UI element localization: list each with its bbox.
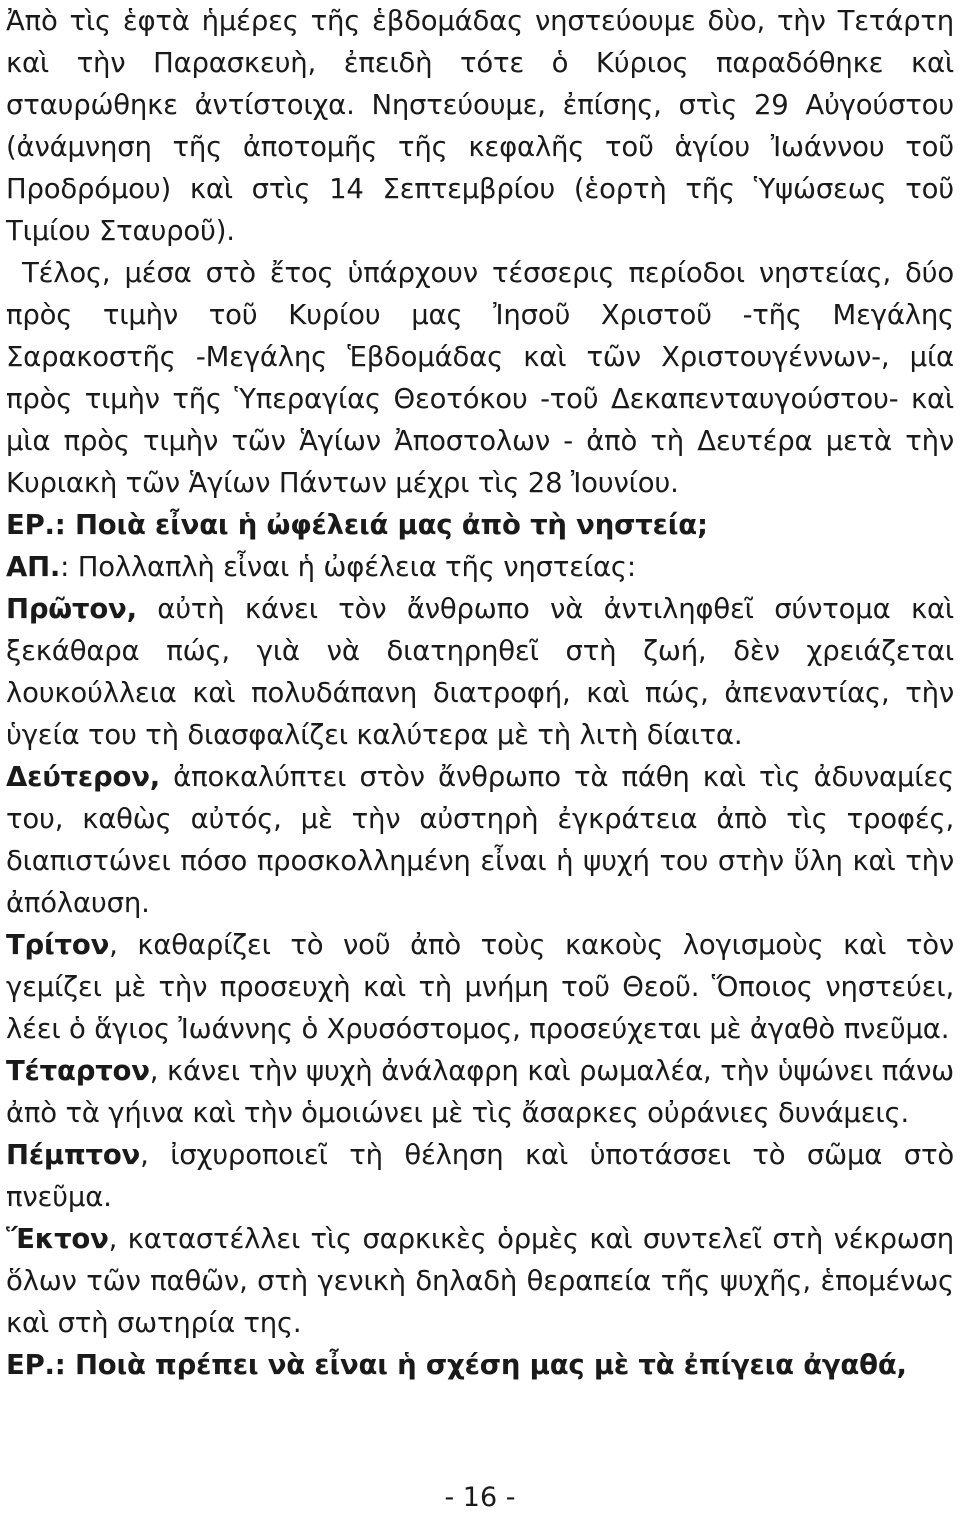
benefit-lead: Τρίτον: [6, 929, 110, 961]
benefit-second: [6, 756, 954, 924]
benefit-text: αὐτὴ κάνει τὸν ἄνθρωπο νὰ ἀντιληφθεῖ σύντομα καὶ ξεκάθαρα πώς, γιὰ νὰ διατηρηθεῖ στὴ ζωή, δὲν χρειάζεται λουκούλλεια καὶ πολυδάπανη διατροφή, καὶ πώς, ἀπεναντίας, τὴν ὑγεία του τὴ διασφαλίζει καλύτερα μὲ τὴ λιτὴ δίαιτα.: [6, 593, 954, 751]
answer-benefit-of-fasting: [6, 546, 954, 588]
benefit-text: ἀποκαλύπτει στὸν ἄνθρωπο τὰ πάθη καὶ τὶς ἀδυναμίες του, καθὼς αὐτός, μὲ τὴν αὐστηρὴ ἐγκράτεια ἀπὸ τὶς τροφές, διαπιστώνει πόσο προσκολλημένη εἶναι ἡ ψυχή του στὴν ὕλη καὶ τὴν ἀπόλαυση.: [6, 761, 954, 919]
benefit-first: [6, 588, 954, 756]
benefit-text: , ἰσχυροποιεῖ τὴ θέληση καὶ ὑποτάσσει τὸ σῶμα στὸ πνεῦμα.: [6, 1139, 954, 1213]
question-text: : Ποιὰ πρέπει νὰ εἶναι ἡ σχέση μας μὲ τὰ ἐπίγεια ἀγαθά,: [54, 1349, 907, 1381]
benefit-lead: Πρῶτον,: [6, 593, 137, 625]
benefit-lead: Τέταρτον: [6, 1055, 150, 1087]
benefit-fourth: [6, 1050, 954, 1134]
question-earthly-goods: [6, 1344, 954, 1386]
question-label: ΕΡ.: [6, 509, 55, 541]
benefit-sixth: [6, 1218, 954, 1344]
page-number: - 16 -: [444, 1482, 516, 1513]
benefit-lead: Πέμπτον: [6, 1139, 141, 1171]
paragraph-fasting-periods: Τέλος, μέσα στὸ ἔτος ὑπάρχουν τέσσερις περίοδοι νηστείας, δύο πρὸς τιμὴν τοῦ Κυρίου μας Ἰησοῦ Χριστοῦ -τῆς Μεγάλης Σαρακοστῆς -Μεγάλης Ἑβδομάδας καὶ τῶν Χριστουγέννων-, μία πρὸς τιμὴν τῆς Ὑπεραγίας Θεοτόκου -τοῦ Δεκαπενταυγούστου- καὶ μὶα πρὸς τιμὴν τῶν Ἁγίων Ἀποστολων - ἀπὸ τὴ Δευτέρα μετὰ τὴν Κυριακὴ τῶν Ἁγίων Πάντων μέχρι τὶς 28 Ἰουνίου.: [6, 257, 954, 499]
question-text: : Ποιὰ εἶναι ἡ ὠφέλειά μας ἀπὸ τὴ νηστεία;: [54, 509, 708, 541]
benefit-fifth: [6, 1134, 954, 1218]
benefit-lead: Ἕκτον: [6, 1223, 109, 1255]
page-body: [6, 0, 954, 1386]
benefit-lead: Δεύτερον,: [6, 761, 160, 793]
benefit-text: , καταστέλλει τὶς σαρκικὲς ὁρμὲς καὶ συντελεῖ στὴ νέκρωση ὅλων τῶν παθῶν, στὴ γενικὴ δηλαδὴ θεραπεία τῆς ψυχῆς, ἑπομένως καὶ στὴ σωτηρία της.: [6, 1223, 954, 1339]
answer-label: ΑΠ.: [6, 551, 61, 583]
question-benefit-of-fasting: [6, 504, 954, 546]
question-label: ΕΡ.: [6, 1349, 55, 1381]
benefit-text: , κάνει τὴν ψυχὴ ἀνάλαφρη καὶ ρωμαλέα, τὴν ὑψώνει πάνω ἀπὸ τὰ γήινα καὶ τὴν ὁμοιώνει μὲ τὶς ἄσαρκες οὐράνιες δυνάμεις.: [6, 1055, 954, 1129]
benefit-text: , καθαρίζει τὸ νοῦ ἀπὸ τοὺς κακοὺς λογισμοὺς καὶ τὸν γεμίζει μὲ τὴν προσευχὴ καὶ τὴ μνήμη τοῦ Θεοῦ. Ὅποιος νηστεύει, λέει ὁ ἅγιος Ἰωάννης ὁ Χρυσόστομος, προσεύχεται μὲ ἀγαθὸ πνεῦμα.: [6, 929, 954, 1045]
paragraph-fasting-days: Ἀπὸ τὶς ἑφτὰ ἡμέρες τῆς ἑβδομάδας νηστεύουμε δὺο, τὴν Τετάρτη καὶ τὴν Παρασκευὴ, ἐπειδὴ τότε ὁ Κύριος παραδόθηκε καὶ σταυρώθηκε ἀντίστοιχα. Νηστεύουμε, ἐπίσης, στὶς 29 Αὐγούστου (ἀνάμνηση τῆς ἀποτομῆς τῆς κεφαλῆς τοῦ ἁγίου Ἰωάννου τοῦ Προδρόμου) καὶ στὶς 14 Σεπτεμβρίου (ἑορτὴ τῆς Ὑψώσεως τοῦ Τιμίου Σταυροῦ).: [6, 5, 954, 247]
benefit-third: [6, 924, 954, 1050]
answer-text: : Πολλαπλὴ εἶναι ἡ ὠφέλεια τῆς νηστείας:: [60, 551, 636, 583]
